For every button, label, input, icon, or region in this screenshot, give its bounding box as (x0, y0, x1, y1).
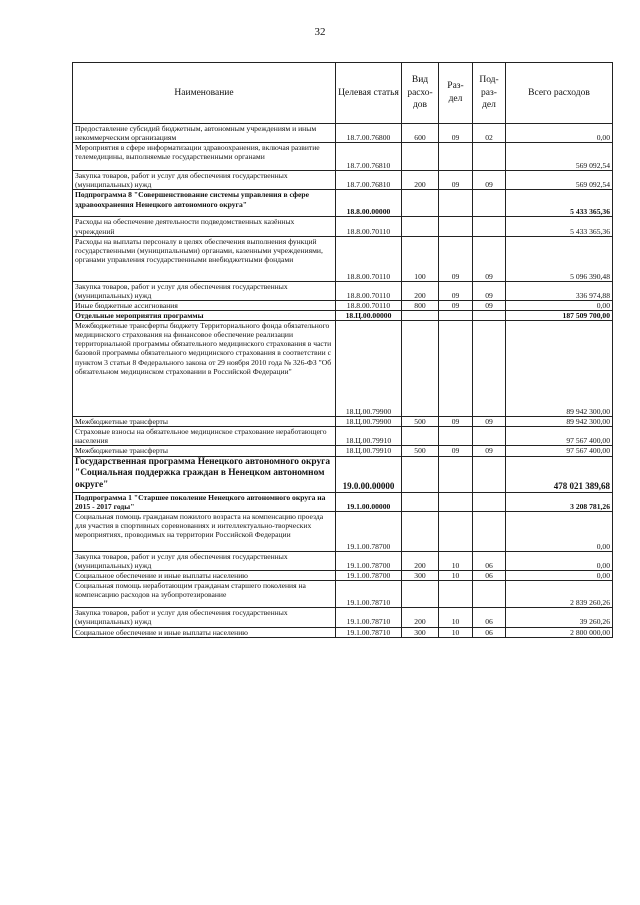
table-cell-code: 18.Ц.00.79900 (336, 321, 402, 417)
table-cell-section (439, 512, 473, 552)
table-cell-section: 09 (439, 171, 473, 190)
table-cell-name: Закупка товаров, работ и услуг для обеспечения государственных (муниципальных) нужд (73, 552, 336, 571)
table-cell-total: 187 509 700,00 (506, 310, 613, 320)
table-cell-name: Подпрограмма 1 "Старшее поколение Ненецкого автономного округа на 2015 - 2017 годы" (73, 492, 336, 511)
table-cell-total: 569 092,54 (506, 171, 613, 190)
table-cell-code: 18.Ц.00.79910 (336, 427, 402, 446)
table-cell-code: 18.Ц.00.79910 (336, 446, 402, 456)
table-cell-code: 18.8.00.70110 (336, 217, 402, 236)
table-cell-subsection: 09 (473, 446, 506, 456)
table-cell-code: 19.1.00.78700 (336, 512, 402, 552)
table-row (73, 456, 613, 492)
table-cell-subsection (473, 321, 506, 417)
table-cell-name: Закупка товаров, работ и услуг для обеспечения государственных (муниципальных) нужд (73, 608, 336, 627)
table-cell-section: 10 (439, 552, 473, 571)
table-cell-expense-type: 200 (402, 552, 439, 571)
table-cell-expense-type: 500 (402, 446, 439, 456)
table-cell-section: 09 (439, 281, 473, 300)
table-cell-subsection: 09 (473, 417, 506, 427)
table-cell-subsection (473, 427, 506, 446)
table-row (73, 171, 613, 190)
table-cell-total: 89 942 300,00 (506, 417, 613, 427)
table-cell-name: Отдельные мероприятия программы (73, 310, 336, 320)
table-cell-name: Государственная программа Ненецкого автономного округа "Социальная поддержка граждан в Ненецком автономном округе" (73, 456, 336, 492)
table-cell-expense-type: 100 (402, 236, 439, 281)
table-cell-code: 19.1.00.78710 (336, 581, 402, 608)
table-cell-name: Социальная помощь неработающим гражданам старшего поколения на компенсацию расходов на зубопротезирование (73, 581, 336, 608)
table-cell-total: 0,00 (506, 552, 613, 571)
table-row (73, 581, 613, 608)
table-cell-subsection (473, 190, 506, 217)
table-cell-code: 18.7.00.76800 (336, 124, 402, 143)
table-row (73, 417, 613, 427)
table-cell-section (439, 310, 473, 320)
budget-table (72, 62, 613, 638)
table-cell-expense-type (402, 217, 439, 236)
table-cell-code: 18.Ц.00.79900 (336, 417, 402, 427)
table-cell-expense-type (402, 581, 439, 608)
table-cell-expense-type (402, 321, 439, 417)
table-cell-section (439, 321, 473, 417)
table-cell-section (439, 427, 473, 446)
table-row (73, 190, 613, 217)
table-cell-total: 97 567 400,00 (506, 446, 613, 456)
table-cell-code: 19.1.00.78700 (336, 552, 402, 571)
table-cell-code: 19.1.00.00000 (336, 492, 402, 511)
table-cell-name: Социальная помощь гражданам пожилого возраста на компенсацию проезда для участия в спортивных соревнованиях и интеллектуально-творческих мероприятиях, проводимых на территории Российской Федерации (73, 512, 336, 552)
table-cell-name: Страховые взносы на обязательное медицинское страхование неработающего населения (73, 427, 336, 446)
table-cell-section (439, 190, 473, 217)
table-cell-total: 3 208 781,26 (506, 492, 613, 511)
table-cell-subsection: 09 (473, 171, 506, 190)
table-cell-expense-type (402, 190, 439, 217)
table-cell-code: 18.8.00.00000 (336, 190, 402, 217)
table-row (73, 236, 613, 281)
table-row (73, 492, 613, 511)
table-cell-section (439, 581, 473, 608)
table-cell-section (439, 456, 473, 492)
table-cell-total: 0,00 (506, 124, 613, 143)
table-row (73, 427, 613, 446)
header-target-article: Целевая статья (336, 63, 402, 124)
table-cell-expense-type (402, 512, 439, 552)
table-cell-total: 5 096 390,48 (506, 236, 613, 281)
table-cell-expense-type: 200 (402, 608, 439, 627)
table-cell-code: 18.7.00.76810 (336, 171, 402, 190)
table-cell-code: 18.8.00.70110 (336, 281, 402, 300)
header-section: Раз-дел (439, 63, 473, 124)
table-cell-subsection: 09 (473, 281, 506, 300)
table-cell-expense-type (402, 492, 439, 511)
table-row (73, 281, 613, 300)
table-cell-total: 97 567 400,00 (506, 427, 613, 446)
table-row (73, 512, 613, 552)
table-cell-section: 09 (439, 417, 473, 427)
table-cell-subsection: 06 (473, 608, 506, 627)
table-row (73, 321, 613, 417)
table-cell-name: Социальное обеспечение и иные выплаты населению (73, 571, 336, 581)
table-cell-total: 336 974,88 (506, 281, 613, 300)
table-row (73, 608, 613, 627)
table-cell-subsection (473, 581, 506, 608)
table-cell-section: 09 (439, 124, 473, 143)
table-cell-subsection (473, 492, 506, 511)
header-subsection: Под-раз-дел (473, 63, 506, 124)
table-cell-subsection: 02 (473, 124, 506, 143)
table-cell-subsection: 06 (473, 571, 506, 581)
table-cell-code: 18.7.00.76810 (336, 143, 402, 171)
table-cell-expense-type (402, 456, 439, 492)
table-cell-name: Межбюджетные трансферты (73, 417, 336, 427)
table-cell-subsection: 09 (473, 300, 506, 310)
table-cell-total: 0,00 (506, 571, 613, 581)
table-cell-name: Социальное обеспечение и иные выплаты населению (73, 627, 336, 637)
table-cell-expense-type (402, 310, 439, 320)
table-cell-subsection: 09 (473, 236, 506, 281)
table-cell-total: 569 092,54 (506, 143, 613, 171)
table-cell-code: 19.1.00.78700 (336, 571, 402, 581)
table-row (73, 552, 613, 571)
table-cell-subsection (473, 512, 506, 552)
table-row (73, 446, 613, 456)
table-cell-name: Расходы на выплаты персоналу в целях обеспечения выполнения функций государственными (муниципальными) органами, казенными учреждениями, органами управления государственными внебюджетными фондами (73, 236, 336, 281)
table-cell-code: 18.8.00.70110 (336, 236, 402, 281)
table-cell-subsection (473, 310, 506, 320)
table-cell-name: Закупка товаров, работ и услуг для обеспечения государственных (муниципальных) нужд (73, 171, 336, 190)
table-cell-expense-type: 200 (402, 171, 439, 190)
table-row (73, 217, 613, 236)
table-cell-code: 19.0.00.00000 (336, 456, 402, 492)
table-row (73, 571, 613, 581)
table-cell-section: 09 (439, 446, 473, 456)
table-cell-code: 18.Ц.00.00000 (336, 310, 402, 320)
table-cell-name: Расходы на обеспечение деятельности подведомственных казённых учреждений (73, 217, 336, 236)
table-cell-name: Межбюджетные трансферты бюджету Территориального фонда обязательного медицинского страхования на финансовое обеспечение реализации территориальной программы обязательного медицинского страхования в части базовой программы обязательного медицинского страхования в соответствии с пунктом 3 статьи 8 Федерального закона от 29 ноября 2010 года № 326-ФЗ "Об обязательном медицинском страховании в Российской Федерации" (73, 321, 336, 417)
header-name: Наименование (73, 63, 336, 124)
table-cell-total: 2 839 260,26 (506, 581, 613, 608)
table-cell-name: Межбюджетные трансферты (73, 446, 336, 456)
table-cell-expense-type: 800 (402, 300, 439, 310)
table-cell-expense-type: 500 (402, 417, 439, 427)
table-cell-code: 19.1.00.78710 (336, 608, 402, 627)
table-cell-total: 478 021 389,68 (506, 456, 613, 492)
table-cell-expense-type: 300 (402, 571, 439, 581)
table-cell-section: 10 (439, 571, 473, 581)
table-row (73, 310, 613, 320)
page-number: 32 (314, 26, 326, 38)
table-cell-total: 0,00 (506, 512, 613, 552)
table-cell-expense-type: 200 (402, 281, 439, 300)
table-cell-section (439, 217, 473, 236)
table-cell-total: 5 433 365,36 (506, 217, 613, 236)
table-cell-section: 09 (439, 236, 473, 281)
table-cell-section (439, 143, 473, 171)
table-cell-total: 39 260,26 (506, 608, 613, 627)
table-cell-section: 10 (439, 627, 473, 637)
table-cell-total: 0,00 (506, 300, 613, 310)
table-row (73, 627, 613, 637)
table-cell-name: Мероприятия в сфере информатизации здравоохранения, включая развитие телемедицины, выполняемые государственными органами (73, 143, 336, 171)
table-cell-subsection: 06 (473, 627, 506, 637)
table-cell-section (439, 492, 473, 511)
header-total: Всего расходов (506, 63, 613, 124)
table-cell-subsection: 06 (473, 552, 506, 571)
header-expense-type: Вид расхо-дов (402, 63, 439, 124)
table-cell-expense-type: 600 (402, 124, 439, 143)
table-cell-total: 89 942 300,00 (506, 321, 613, 417)
table-row (73, 124, 613, 143)
table-cell-name: Иные бюджетные ассигнования (73, 300, 336, 310)
table-cell-code: 19.1.00.78710 (336, 627, 402, 637)
table-cell-subsection (473, 456, 506, 492)
table-cell-total: 5 433 365,36 (506, 190, 613, 217)
table-cell-total: 2 800 000,00 (506, 627, 613, 637)
table-cell-expense-type: 300 (402, 627, 439, 637)
table-row (73, 300, 613, 310)
table-row (73, 143, 613, 171)
table-cell-name: Подпрограмма 8 "Совершенствование системы управления в сфере здравоохранения Ненецкого автономного округа" (73, 190, 336, 217)
table-cell-subsection (473, 143, 506, 171)
table-cell-name: Закупка товаров, работ и услуг для обеспечения государственных (муниципальных) нужд (73, 281, 336, 300)
table-cell-code: 18.8.00.70110 (336, 300, 402, 310)
table-header-row (73, 63, 613, 124)
table-cell-expense-type (402, 427, 439, 446)
table-cell-expense-type (402, 143, 439, 171)
table-cell-section: 10 (439, 608, 473, 627)
table-cell-section: 09 (439, 300, 473, 310)
table-cell-subsection (473, 217, 506, 236)
table-cell-name: Предоставление субсидий бюджетным, автономным учреждениям и иным некоммерческим организациям (73, 124, 336, 143)
